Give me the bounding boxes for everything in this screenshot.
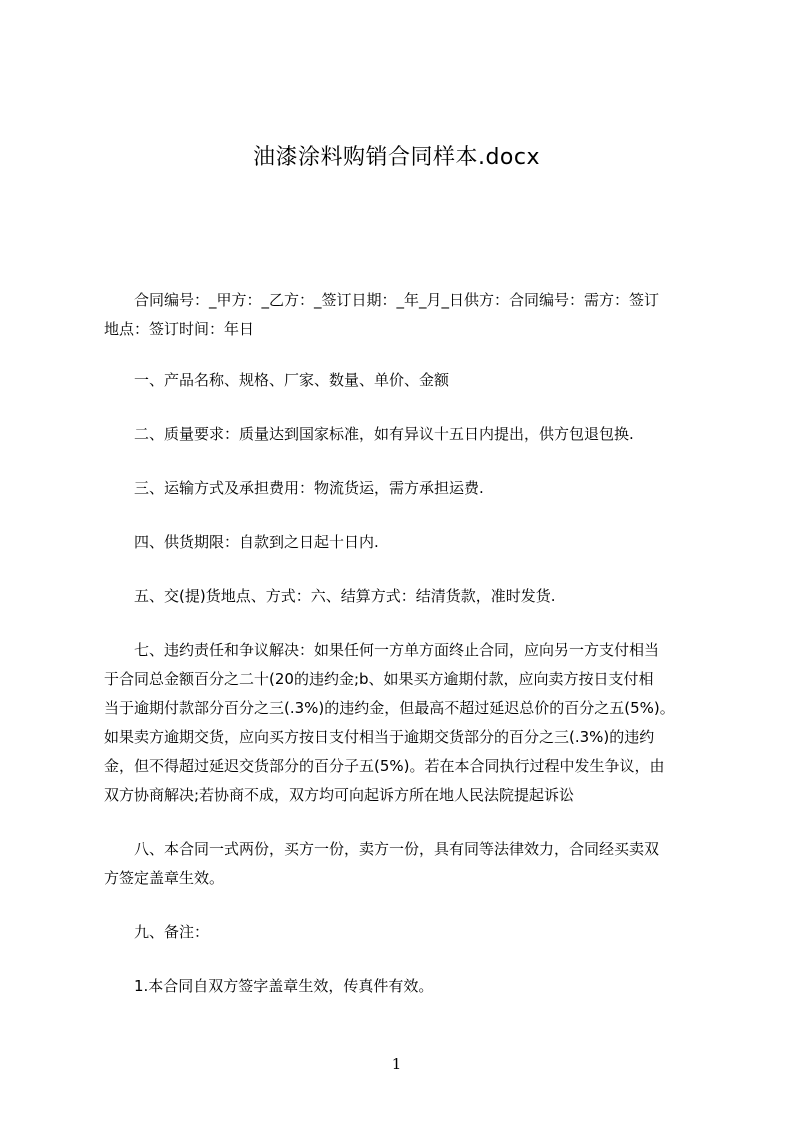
clause-4-delivery-period: 四、供货期限：自款到之日起十日内. bbox=[134, 533, 379, 551]
clause-1-product-info: 一、产品名称、规格、厂家、数量、单价、金额 bbox=[134, 371, 450, 389]
clause-8-line-1: 八、本合同一式两份，买方一份，卖方一份，具有同等法律效力，合同经买卖双 bbox=[134, 840, 660, 858]
remark-1-fax-valid: 1.本合同自双方签字盖章生效，传真件有效。 bbox=[134, 977, 434, 995]
clause-8-line-2: 方签定盖章生效。 bbox=[104, 869, 225, 887]
clause-3-transport: 三、运输方式及承担费用：物流货运，需方承担运费. bbox=[134, 479, 484, 497]
clause-5-6-delivery-settlement: 五、交(提)货地点、方式：六、结算方式：结清货款，准时发货. bbox=[134, 587, 556, 605]
page-number: 1 bbox=[391, 1055, 402, 1073]
clause-7-line-2: 于合同总金额百分之二十(20的违约金;b、如果买方逾期付款，应向卖方按日支付相 bbox=[104, 670, 654, 688]
clause-7-line-5: 金，但不得超过延迟交货部分的百分子五(5%)。若在本合同执行过程中发生争议，由 bbox=[104, 757, 665, 775]
contract-header-paragraph bbox=[104, 286, 700, 344]
document-body bbox=[104, 286, 700, 1001]
contract-header-line-2: 地点：签订时间：年日 bbox=[104, 320, 255, 338]
clause-7-line-4: 如果卖方逾期交货，应向买方按日支付相当于逾期交货部分的百分之三(.3%)的违约 bbox=[104, 728, 655, 746]
clause-8-copies bbox=[104, 835, 700, 893]
clause-7-line-1: 七、违约责任和争议解决：如果任何一方单方面终止合同，应向另一方支付相当 bbox=[134, 641, 660, 659]
clause-2-quality: 二、质量要求：质量达到国家标准，如有异议十五日内提出，供方包退包换. bbox=[134, 425, 634, 443]
contract-header-line-1: 合同编号：_甲方：_乙方：_签订日期：_年_月_日供方：合同编号：需方：签订 bbox=[134, 291, 660, 309]
clause-7-line-6: 双方协商解决;若协商不成，双方均可向起诉方所在地人民法院提起诉讼 bbox=[104, 786, 575, 804]
clause-7-liability bbox=[104, 636, 700, 810]
document-title: 油漆涂料购销合同样本.docx bbox=[252, 145, 541, 170]
clause-9-remarks: 九、备注： bbox=[134, 923, 210, 941]
clause-7-line-3: 当于逾期付款部分百分之三(.3%)的违约金，但最高不超过延迟总价的百分之五(5%)。 bbox=[104, 699, 675, 717]
